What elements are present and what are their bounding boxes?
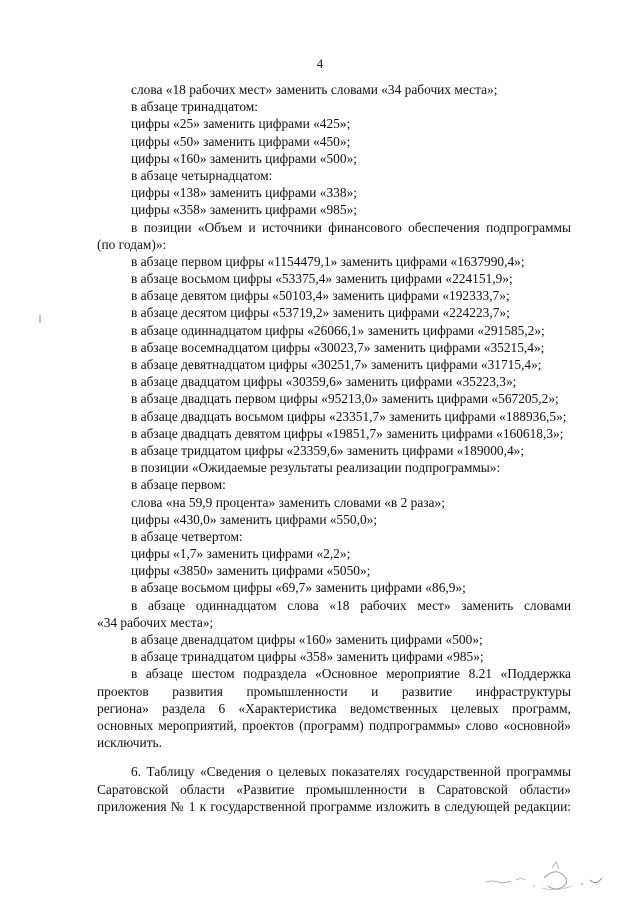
- text-line: в абзаце двадцатом цифры «30359,6» заменить цифрами «35223,3»;: [131, 374, 517, 390]
- text-line: в абзаце двадцать девятом цифры «19851,7» заменить цифрами «160618,3»;: [131, 425, 564, 441]
- document-body: [97, 81, 571, 815]
- text-line: цифры «358» заменить цифрами «985»;: [131, 202, 357, 218]
- page-number: 4: [316, 56, 324, 71]
- text-line: в абзаце четырнадцатом:: [131, 167, 273, 183]
- text-line: в абзаце девятом цифры «50103,4» заменить цифрами «192333,7»;: [131, 288, 510, 304]
- text-line: в абзаце одиннадцатом слова «18 рабочих мест» заменить словами: [131, 597, 571, 613]
- text-line: в абзаце одиннадцатом цифры «26066,1» заменить цифрами «291585,2»;: [131, 322, 545, 338]
- text-line: в абзаце тридцатом цифры «23359,6» заменить цифрами «189000,4»;: [131, 442, 525, 458]
- text-line: приложения № 1 к государственной программе изложить в следующей редакции:: [97, 798, 571, 814]
- paragraph-gap: [97, 751, 571, 763]
- text-line: (по годам)»:: [97, 236, 167, 252]
- text-line: слова «18 рабочих мест» заменить словами «34 рабочих места»;: [131, 82, 498, 97]
- text-line: в абзаце восьмом цифры «53375,4» заменить цифрами «224151,9»;: [131, 271, 513, 287]
- text-line: цифры «138» заменить цифрами «338»;: [131, 185, 357, 201]
- text-line: региона» раздела 6 «Характеристика ведомственных целевых программ,: [97, 700, 571, 716]
- text-line: цифры «3850» заменить цифрами «5050»;: [131, 563, 371, 579]
- text-line: цифры «1,7» заменить цифрами «2,2»;: [131, 546, 351, 562]
- text-line: в абзаце шестом подраздела «Основное мероприятие 8.21 «Поддержка: [131, 666, 571, 682]
- text-line: в абзаце первом:: [131, 477, 226, 493]
- text-line: в абзаце двадцать первом цифры «95213,0» заменить цифрами «567205,2»;: [131, 391, 559, 407]
- text-line: основных мероприятий, проектов (программ) подпрограммы» слово «основной»: [97, 717, 571, 733]
- text-line: цифры «50» заменить цифрами «450»;: [131, 133, 351, 149]
- text-line: исключить.: [97, 735, 162, 751]
- text-line: слова «на 59,9 процента» заменить словами «в 2 раза»;: [131, 494, 445, 510]
- text-line: в абзаце четвертом:: [131, 528, 243, 544]
- text-line: в абзаце тринадцатом:: [131, 99, 258, 115]
- text-line: «34 рабочих места»;: [97, 614, 214, 630]
- text-line: в позиции «Объем и источники финансового обеспечения подпрограммы: [131, 219, 571, 235]
- text-line: в абзаце двенадцатом цифры «160» заменить цифрами «500»;: [131, 632, 483, 647]
- text-line: в абзаце тринадцатом цифры «358» заменить цифрами «985»;: [131, 649, 484, 665]
- text-line: цифры «25» заменить цифрами «425»;: [131, 116, 351, 132]
- stamp-smudge-icon: [482, 858, 612, 898]
- text-line: в позиции «Ожидаемые результаты реализации подпрограммы»:: [131, 460, 501, 476]
- text-line: в абзаце восьмом цифры «69,7» заменить цифрами «86,9»;: [131, 580, 466, 596]
- text-line: в абзаце первом цифры «1154479,1» заменить цифрами «1637990,4»;: [131, 253, 525, 269]
- text-line: в абзаце десятом цифры «53719,2» заменить цифрами «224223,7»;: [131, 305, 510, 321]
- scan-speck-icon: [38, 315, 42, 323]
- text-line: проектов развития промышленности и развитие инфраструктуры: [97, 683, 571, 699]
- text-line: Саратовской области «Развитие промышленности в Саратовской области»: [97, 781, 571, 797]
- text-line: цифры «430,0» заменить цифрами «550,0»;: [131, 511, 378, 527]
- text-line: в абзаце девятнадцатом цифры «30251,7» заменить цифрами «31715,4»;: [131, 357, 542, 372]
- text-line: в абзаце двадцать восьмом цифры «23351,7» заменить цифрами «188936,5»;: [131, 408, 567, 424]
- text-line: в абзаце восемнадцатом цифры «30023,7» заменить цифрами «35215,4»;: [131, 339, 545, 355]
- text-line: цифры «160» заменить цифрами «500»;: [131, 150, 357, 166]
- text-line: 6. Таблицу «Сведения о целевых показателях государственной программы: [131, 764, 571, 780]
